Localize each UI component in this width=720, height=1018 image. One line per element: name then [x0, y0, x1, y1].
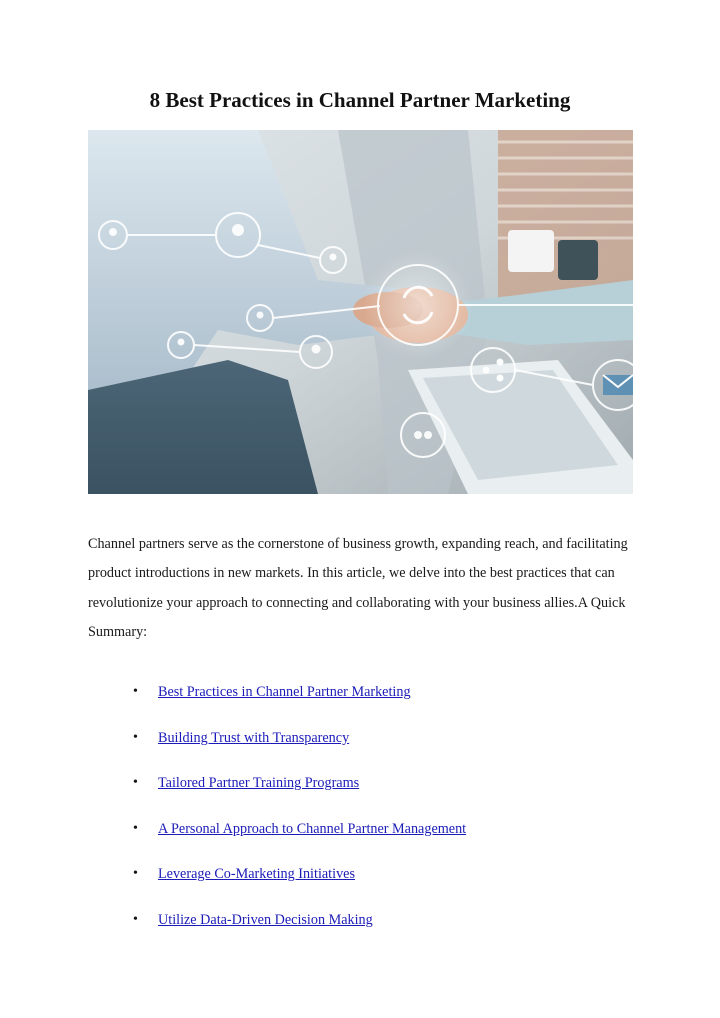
bullet: •	[133, 821, 138, 836]
bullet: •	[133, 775, 138, 790]
summary-link-co-marketing[interactable]: Leverage Co-Marketing Initiatives	[158, 866, 355, 882]
intro-paragraph: Channel partners serve as the cornerstone of business growth, expanding reach, and facilitating product introductions in new markets. In this article, we delve into the best practices that can revolutionize your approach to connecting and collaborating with your business allies.A Quick Summary:	[88, 536, 628, 640]
bullet: •	[133, 684, 138, 699]
list-item	[0, 860, 720, 890]
summary-link-personal-approach[interactable]: A Personal Approach to Channel Partner Management	[158, 821, 467, 837]
list-item	[0, 769, 720, 799]
summary-link-best-practices[interactable]: Best Practices in Channel Partner Marketing	[158, 684, 411, 700]
bullet: •	[133, 912, 138, 927]
summary-link-building-trust[interactable]: Building Trust with Transparency	[158, 730, 350, 746]
list-item	[0, 724, 720, 754]
page-title: 8 Best Practices in Channel Partner Marketing	[149, 88, 571, 112]
list-item	[0, 815, 720, 845]
bullet: •	[133, 730, 138, 745]
bullet: •	[133, 866, 138, 881]
summary-link-training-programs[interactable]: Tailored Partner Training Programs	[158, 775, 360, 791]
list-item	[0, 906, 720, 936]
hero-image	[88, 130, 633, 494]
summary-link-data-driven[interactable]: Utilize Data-Driven Decision Making	[158, 912, 373, 928]
list-item	[0, 678, 720, 708]
